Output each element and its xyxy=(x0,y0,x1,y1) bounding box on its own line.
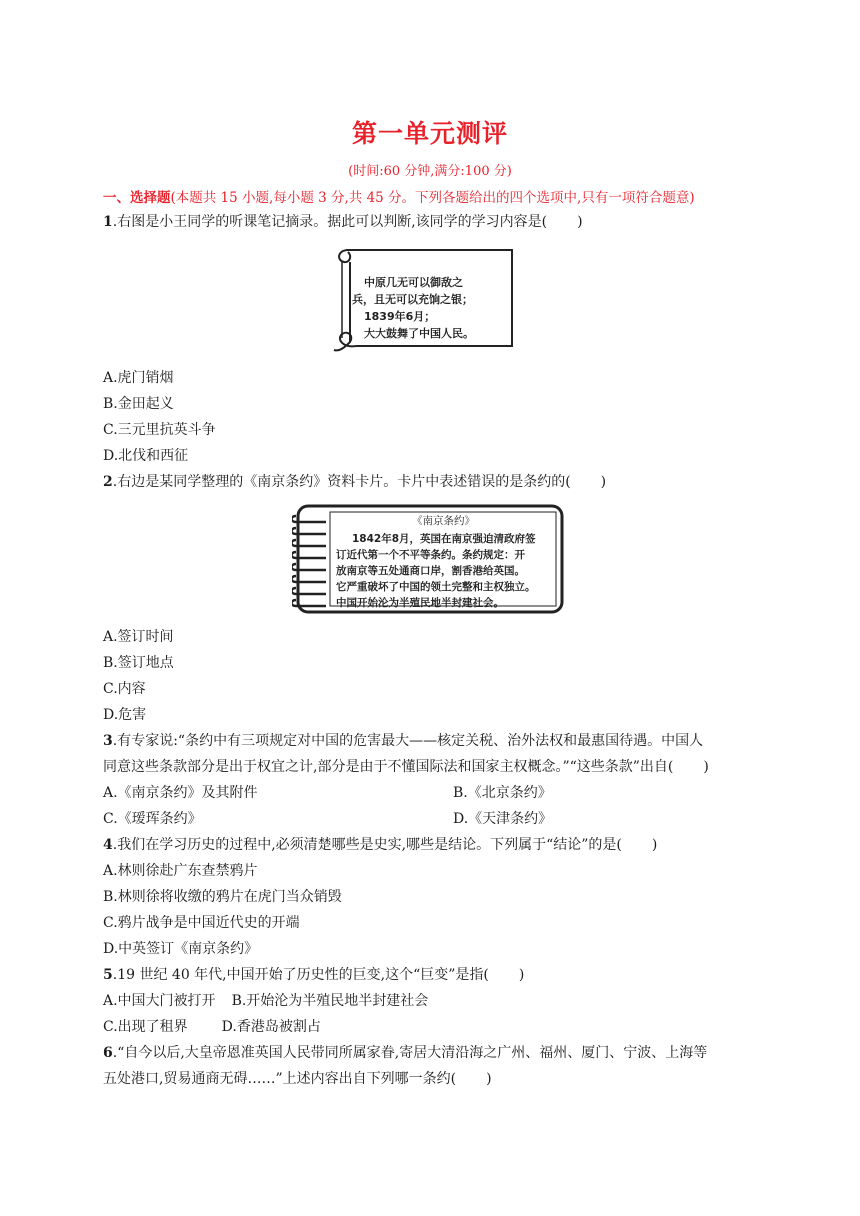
question-text: .19 世纪 40 年代,中国开始了历史性的巨变,这个“巨变”是指( xyxy=(112,967,489,983)
option-b: B.《北京条约》 xyxy=(453,785,552,801)
question-number: 1 xyxy=(103,214,113,230)
section-label: 一、选择题 xyxy=(103,190,171,206)
option-a: A.林则徐赴广东查禁鸦片 xyxy=(103,863,258,879)
card-line: 它严重破坏了中国的领土完整和主权独立。 xyxy=(336,581,536,593)
option-b: B.林则徐将收缴的鸦片在虎门当众销毁 xyxy=(103,889,342,905)
question-number: 5 xyxy=(103,967,113,983)
option-c: C.鸦片战争是中国近代史的开端 xyxy=(103,915,300,931)
question-1-stem xyxy=(103,212,583,232)
option-a: A.《南京条约》及其附件 xyxy=(103,785,258,801)
question-3-stem-line-1 xyxy=(103,731,703,751)
question-text: .右边是某同学整理的《南京条约》资料卡片。卡片中表述错误的是条约的( xyxy=(112,474,571,490)
card-line: 放南京等五处通商口岸，割香港给英国。 xyxy=(336,565,525,577)
option-row xyxy=(103,783,552,803)
option-d: D.香港岛被割占 xyxy=(221,1019,321,1035)
question-text: 同意这些条款部分是出于权宜之计,部分是由于不懂国际法和国家主权概念。”“这些条款”出自( xyxy=(103,759,674,775)
option-d: D.危害 xyxy=(103,707,147,723)
option-row xyxy=(103,1017,321,1037)
option-d: D.中英签订《南京条约》 xyxy=(103,941,259,957)
scroll-line: 大大鼓舞了中国人民。 xyxy=(364,327,474,340)
answer-bracket: ) xyxy=(486,1071,492,1087)
question-number: 4 xyxy=(103,837,113,853)
question-text: 五处港口,贸易通商无碍……”上述内容出自下列哪一条约( xyxy=(103,1071,457,1087)
answer-bracket: ) xyxy=(577,214,583,230)
option-a: A.中国大门被打开 xyxy=(103,993,216,1009)
question-number: 3 xyxy=(103,733,113,749)
card-line: 订近代第一个不平等条约。条约规定：开 xyxy=(336,549,525,561)
scroll-line: 兵，且无可以充饷之银； xyxy=(352,293,473,306)
option-d: D.《天津条约》 xyxy=(453,811,553,827)
option-b: B.金田起义 xyxy=(103,396,174,412)
question-6-stem-line-2 xyxy=(103,1069,492,1089)
option-c: C.三元里抗英斗争 xyxy=(103,422,216,438)
option-c: C.内容 xyxy=(103,681,146,697)
treaty-card-figure xyxy=(292,502,568,617)
option-row xyxy=(103,991,428,1011)
question-3-stem-line-2 xyxy=(103,757,709,777)
card-line: 中国开始沦为半殖民地半封建社会。 xyxy=(336,597,504,609)
question-text: .右图是小王同学的听课笔记摘录。据此可以判断,该同学的学习内容是( xyxy=(112,214,548,230)
answer-bracket: ) xyxy=(518,967,525,983)
answer-bracket: ) xyxy=(651,837,658,853)
question-4-stem xyxy=(103,835,657,855)
option-d: D.北伐和西征 xyxy=(103,448,189,464)
question-number: 2 xyxy=(103,474,113,490)
question-text: .有专家说:“条约中有三项规定对中国的危害最大——核定关税、治外法权和最惠国待遇。中国人 xyxy=(112,733,704,749)
section-heading xyxy=(103,186,695,206)
exam-time-score: (时间:60 分钟,满分:100 分) xyxy=(348,164,512,179)
page-title: 第一单元测评 xyxy=(351,119,508,148)
option-a: A.签订时间 xyxy=(103,629,174,645)
question-number: 6 xyxy=(103,1045,113,1061)
card-title: 《南京条约》 xyxy=(412,515,475,527)
answer-bracket: ) xyxy=(703,759,709,775)
option-a: A.虎门销烟 xyxy=(103,370,174,386)
section-note: (本题共 15 小题,每小题 3 分,共 45 分。下列各题给出的四个选项中,只有一项符合题意) xyxy=(170,190,695,206)
option-c: C.《瑷珲条约》 xyxy=(103,811,202,827)
option-c: C.出现了租界 xyxy=(103,1019,188,1035)
question-text: .“自今以后,大皇帝恩准英国人民带同所属家眷,寄居大清沿海之广州、福州、厦门、宁波、上海等 xyxy=(112,1045,708,1061)
card-line: 1842年8月，英国在南京强迫清政府签 xyxy=(352,533,536,545)
question-2-stem xyxy=(103,472,606,492)
option-b: B.开始沦为半殖民地半封建社会 xyxy=(231,993,429,1009)
answer-bracket: ) xyxy=(600,474,607,490)
scroll-line: 中原几无可以御敌之 xyxy=(364,276,463,289)
option-b: B.签订地点 xyxy=(103,655,174,671)
scroll-note-figure xyxy=(330,242,520,357)
question-text: .我们在学习历史的过程中,必须清楚哪些是史实,哪些是结论。下列属于“结论”的是( xyxy=(112,837,622,853)
scroll-line: 1839年6月； xyxy=(364,310,436,323)
question-6-stem-line-1 xyxy=(103,1043,707,1063)
question-5-stem xyxy=(103,965,524,985)
option-row xyxy=(103,809,553,829)
